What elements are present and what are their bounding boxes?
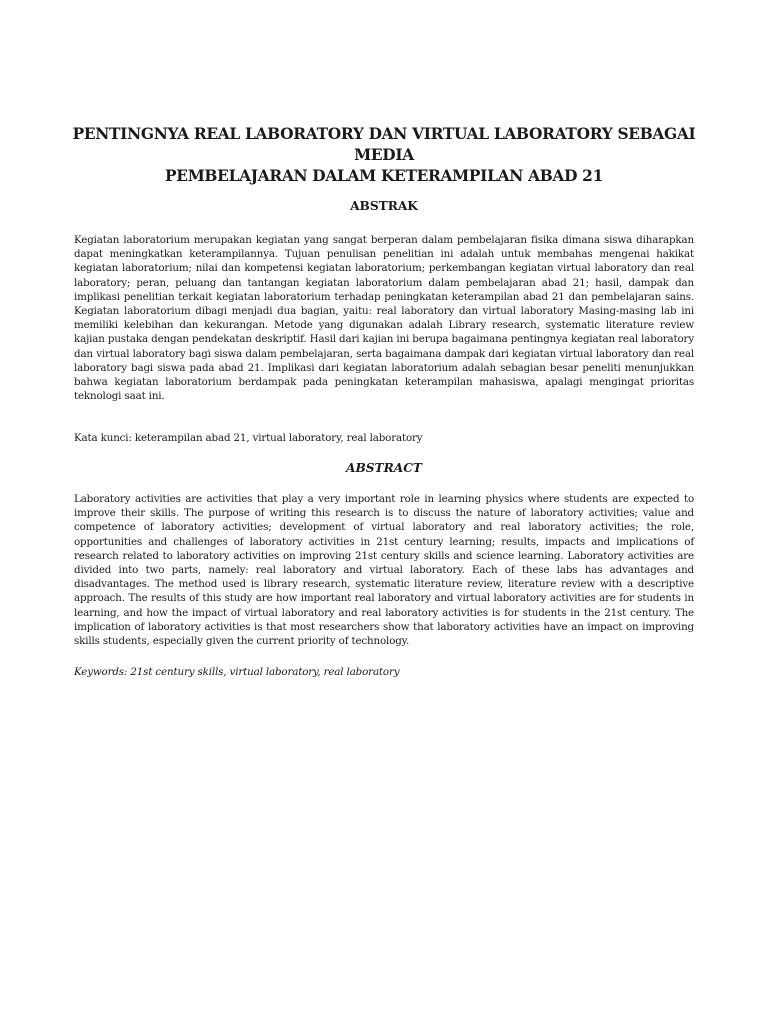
- paper-title: [60, 124, 708, 187]
- keywords: Keywords: 21st century skills, virtual laboratory, real laboratory: [74, 666, 400, 678]
- paper-title-line-1: PENTINGNYA REAL LABORATORY DAN VIRTUAL LABORATORY SEBAGAI MEDIA: [72, 125, 696, 164]
- paper-title-line-2: PEMBELAJARAN DALAM KETERAMPILAN ABAD 21: [164, 167, 603, 185]
- abstrak-body: Kegiatan laboratorium merupakan kegiatan yang sangat berperan dalam pembelajaran fisika dimana siswa diharapkan dapat meningkatkan keterampilannya. Tujuan penulisan penelitian ini adalah untuk membahas mengenai hakikat kegiatan laboratorium; nilai dan kompetensi kegiatan laboratorium; perkembangan kegiatan virtual laboratory dan real laboratory; peran, peluang dan tantangan kegiatan laboratorium dalam pembelajaran abad 21; hasil, dampak dan implikasi penelitian terkait kegiatan laboratorium terhadap peningkatan keterampilan abad 21 dan pembelajaran sains. Kegiatan laboratorium dibagi menjadi dua bagian, yaitu: real laboratory dan virtual laboratory Masing-masing lab ini memiliki kelebihan dan kekurangan. Metode yang digunakan adalah Library research, systematic literature review kajian pustaka dengan pendekatan deskriptif. Hasil dari kajian ini berupa bagaimana pentingnya kegiatan real laboratory dan virtual laboratory bagi siswa dalam pembelajaran, serta bagaimana dampak dari kegiatan virtual laboratory dan real laboratory bagi siswa pada abad 21. Implikasi dari kegiatan laboratorium adalah sebagian besar peneliti menunjukkan bahwa kegiatan laboratorium berdampak pada peningkatan keterampilan mahasiswa, apalagi mengingat prioritas teknologi saat ini.: [74, 234, 694, 403]
- abstrak-heading: ABSTRAK: [350, 199, 418, 213]
- abstract-body: Laboratory activities are activities that play a very important role in learning physics where students are expected to improve their skills. The purpose of writing this research is to discuss the nature of laboratory activities; value and competence of laboratory activities; development of virtual laboratory and real laboratory activities; the role, opportunities and challenges of laboratory activities in 21st century learning; results, impacts and implications of research related to laboratory activities on improving 21st century skills and science learning. Laboratory activities are divided into two parts, namely: real laboratory and virtual laboratory. Each of these labs has advantages and disadvantages. The method used is library research, systematic literature review, literature review with a descriptive approach. The results of this study are how important real laboratory and virtual laboratory activities are for students in learning, and how the impact of virtual laboratory and real laboratory activities is for students in the 21st century. The implication of laboratory activities is that most researchers show that laboratory activities have an impact on improving skills students, especially given the current priority of technology.: [74, 493, 694, 648]
- abstract-heading: ABSTRACT: [346, 461, 422, 475]
- kata-kunci: Kata kunci: keterampilan abad 21, virtual laboratory, real laboratory: [74, 432, 423, 444]
